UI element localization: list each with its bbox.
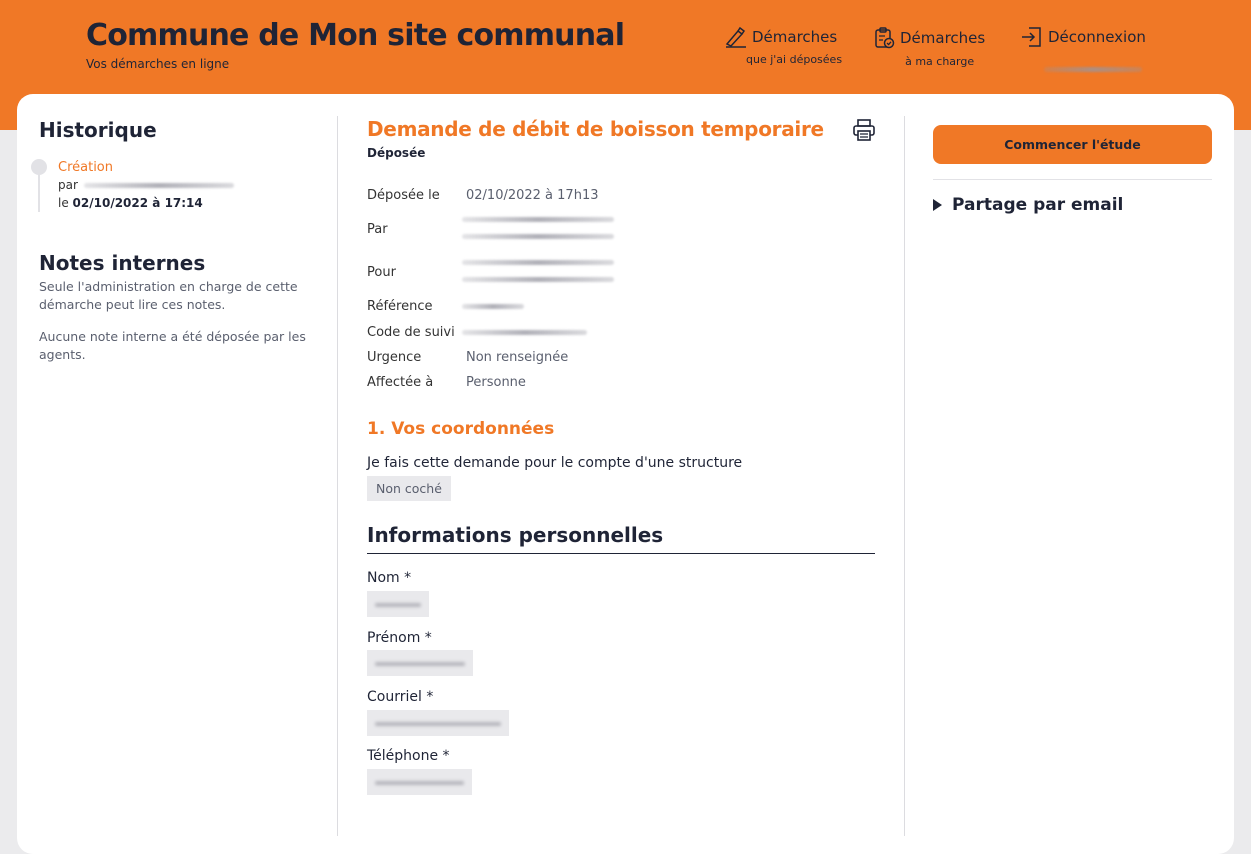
meta-assigned-label: Affectée à <box>367 375 434 390</box>
redacted-courriel <box>367 710 509 736</box>
pen-signature-icon <box>724 26 748 48</box>
field-label-courriel: Courriel * <box>367 689 434 705</box>
redacted-reference <box>462 304 524 309</box>
history-date <box>58 196 203 210</box>
nav-logout[interactable] <box>1020 26 1146 76</box>
meta-urgency-value: Non renseignée <box>466 350 569 365</box>
meta-for-label: Pour <box>367 265 396 280</box>
nav-label: Démarches <box>900 29 986 47</box>
meta-submitted-value: 02/10/2022 à 17h13 <box>466 188 599 203</box>
question-label: Je fais cette demande pour le compte d'une structure <box>367 455 743 471</box>
nav-label: Démarches <box>752 28 838 46</box>
site-title[interactable]: Commune de Mon site communal <box>86 18 625 53</box>
history-event: Création <box>58 160 114 175</box>
form-status: Déposée <box>367 146 426 160</box>
site-subtitle: Vos démarches en ligne <box>86 57 230 71</box>
history-date-value: 02/10/2022 à 17:14 <box>72 196 203 210</box>
redacted-nom <box>367 591 429 617</box>
notes-title: Notes internes <box>39 251 206 275</box>
meta-by-label: Par <box>367 222 388 237</box>
redacted-author <box>84 183 234 188</box>
timeline-line <box>38 174 40 212</box>
nav-sublabel: à ma charge <box>905 55 975 68</box>
clipboard-check-icon <box>872 26 896 50</box>
subsection-divider <box>367 553 875 554</box>
redacted-tracking-code <box>462 330 587 335</box>
timeline-dot <box>31 159 47 175</box>
field-label-nom: Nom * <box>367 570 412 586</box>
share-by-email-label: Partage par email <box>952 195 1124 215</box>
history-title: Historique <box>39 118 157 142</box>
meta-submitted-label: Déposée le <box>367 188 440 203</box>
meta-assigned-value: Personne <box>466 375 526 390</box>
redacted-username <box>1044 67 1142 72</box>
share-by-email-toggle[interactable] <box>933 195 1123 215</box>
redacted-by <box>462 217 614 239</box>
meta-urgency-label: Urgence <box>367 350 422 365</box>
answer-value: Non coché <box>367 476 451 501</box>
disclosure-triangle-icon <box>933 199 942 211</box>
field-label-telephone: Téléphone * <box>367 748 450 764</box>
nav-sublabel: que j'ai déposées <box>746 53 843 66</box>
column-divider <box>337 116 338 836</box>
nav-assigned-to-me[interactable] <box>872 26 985 68</box>
main-card <box>17 94 1234 854</box>
sidebar-divider <box>933 179 1212 180</box>
nav-label: Déconnexion <box>1048 28 1146 46</box>
meta-reference-label: Référence <box>367 299 433 314</box>
nav-my-submissions[interactable] <box>724 26 842 66</box>
history-author-prefix: par <box>58 178 78 192</box>
printer-icon <box>851 127 877 146</box>
column-divider <box>904 116 905 836</box>
print-button[interactable] <box>851 118 877 142</box>
redacted-prenom <box>367 650 473 676</box>
form-title: Demande de débit de boisson temporaire <box>367 117 824 141</box>
field-label-prenom: Prénom * <box>367 630 432 646</box>
start-review-button[interactable]: Commencer l'étude <box>933 125 1212 164</box>
history-date-prefix: le <box>58 196 69 210</box>
redacted-telephone <box>367 769 472 795</box>
subsection-title: Informations personnelles <box>367 523 664 547</box>
section-title: 1. Vos coordonnées <box>367 419 555 439</box>
notes-info: Seule l'administration en charge de cette démarche peut lire ces notes. <box>39 279 298 312</box>
meta-tracking-label: Code de suivi <box>367 325 455 340</box>
redacted-for <box>462 260 614 282</box>
notes-empty: Aucune note interne a été déposée par les agents. <box>39 329 306 362</box>
logout-icon <box>1020 26 1044 48</box>
history-author <box>58 178 234 192</box>
